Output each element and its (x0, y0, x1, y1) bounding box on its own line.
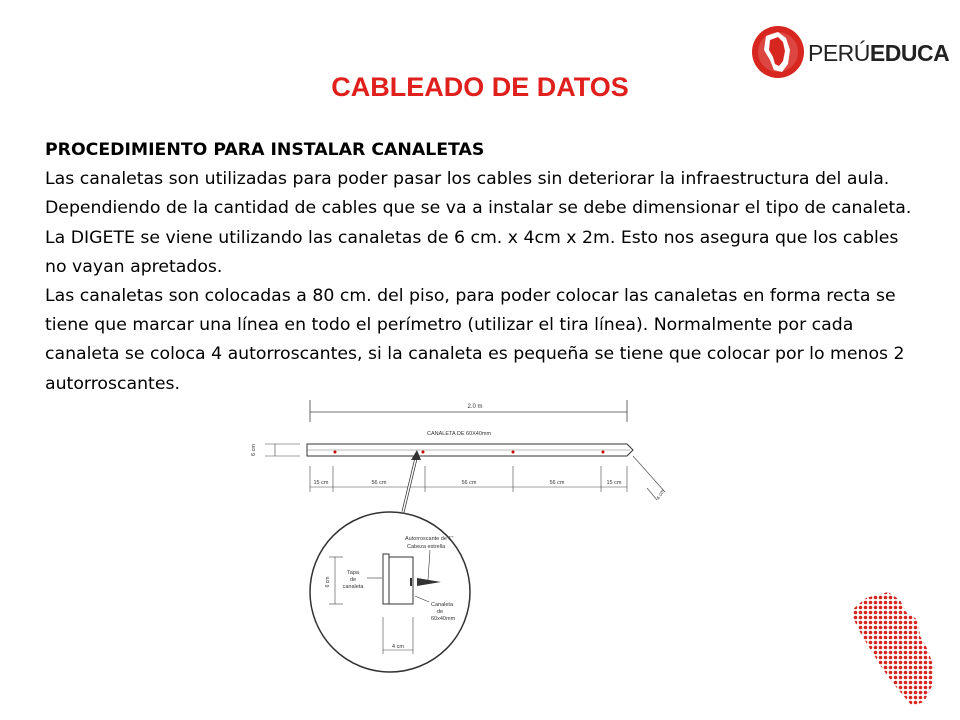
depth-label: 4 cm (655, 488, 667, 501)
segment-5-label: 15 cm (606, 480, 622, 486)
detail-channel-line2: de (437, 609, 444, 615)
segment-2-label: 56 cm (371, 480, 387, 486)
detail-channel-line3: 60x40mm (431, 616, 456, 622)
canaleta-diagram (245, 392, 675, 677)
detail-screw-line1: Autorroscante de 1" (405, 536, 454, 542)
screw-marker (512, 451, 515, 454)
height-label: 6 cm (251, 444, 257, 456)
paragraph-1: Las canaletas son utilizadas para poder pasar los cables sin deteriorar la infraestructura del aula. Dependiendo de la cantidad de cables que se va a instalar se debe dimensionar el tipo de canaleta. La DIGETE se viene utilizando las canaletas de 6 cm. x 4cm x 2m. Esto nos asegura que los cables no vayan apretados. (45, 169, 912, 277)
detail-cover-line2: de (349, 577, 357, 583)
page-title: CABLEADO DE DATOS (331, 72, 629, 102)
detail-width-label: 4 cm (392, 644, 404, 650)
paragraph-2: Las canaletas son colocadas a 80 cm. del piso, para poder colocar las canaletas en forma recta se tiene que marcar una línea en todo el perímetro (utilizar el tira línea). Normalmente por cada canaleta se coloca 4 autorroscantes, si la canaleta es pequeña se tiene que colocar por lo menos 2 autorroscantes. (45, 286, 905, 394)
screw-marker (422, 451, 425, 454)
brand-text-peru: PERÚ (808, 40, 870, 66)
detail-cover-line1: Tapa (347, 570, 359, 576)
content-body (45, 136, 925, 399)
screw-marker (334, 451, 337, 454)
peru-map-icon (848, 590, 940, 708)
brand-text-educa: EDUCA (869, 40, 950, 66)
segment-1-label: 15 cm (313, 480, 329, 486)
detail-cover-line3: canaleta (342, 584, 364, 590)
total-length-label: 2.0 m (467, 404, 483, 410)
segment-4-label: 56 cm (549, 480, 565, 486)
detail-channel-line1: Canaleta (431, 602, 454, 608)
detail-height-label: 6 cm (325, 576, 331, 588)
segment-3-label: 56 cm (461, 480, 477, 486)
brand-wordmark (808, 40, 949, 67)
screw-marker (602, 451, 605, 454)
detail-screw-line2: Cabeza estrella (407, 544, 446, 550)
section-subtitle: PROCEDIMIENTO PARA INSTALAR CANALETAS (45, 140, 485, 160)
channel-label: CANALETA DE 60X40mm (427, 431, 492, 437)
